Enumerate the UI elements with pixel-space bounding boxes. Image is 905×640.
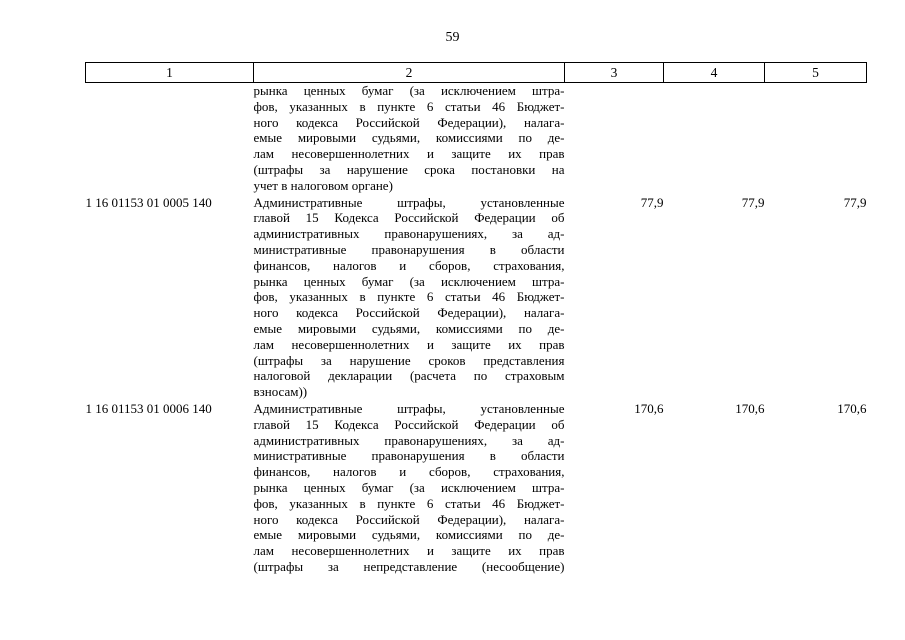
description-line: учет в налоговом органе) [253,177,393,193]
column-header-2: 2 [254,63,565,83]
description-line: лам несовершеннолетних и защите их прав [253,146,565,162]
description-line: финансов, налогов и сборов, страхования, [253,257,565,273]
table-row [86,194,867,400]
description-line: главой 15 Кодекса Российской Федерации об [253,416,565,432]
row-value-3: 77,9 [640,194,664,210]
description-line: лам несовершеннолетних и защите их прав [253,543,565,559]
row-code [86,83,254,194]
description-line: министративные правонарушения в области [253,241,565,257]
row-value-3: 170,6 [634,400,664,416]
column-header-4: 4 [664,63,765,83]
description-line: ного кодекса Российской Федерации), налага- [253,305,565,321]
table-row [86,400,867,575]
row-description [254,194,565,400]
description-line: административных правонарушениях, за ад- [253,432,565,448]
description-line: (штрафы за нарушение срока постановки на [253,161,565,177]
row-value-5: 77,9 [843,194,867,210]
row-description [254,400,565,575]
column-header-1: 1 [86,63,254,83]
description-line: ного кодекса Российской Федерации), налага- [253,511,565,527]
column-header-3: 3 [565,63,664,83]
row-description [254,83,565,194]
description-line: административных правонарушениях, за ад- [253,226,565,242]
description-line: главой 15 Кодекса Российской Федерации об [253,210,565,226]
description-line: ного кодекса Российской Федерации), налага- [253,114,565,130]
row-value-4: 77,9 [741,194,765,210]
description-line: лам несовершеннолетних и защите их прав [253,336,565,352]
table-header-row [86,63,867,83]
description-line: взносам)) [253,384,308,400]
row-code: 1 16 01153 01 0006 140 [85,400,212,416]
description-line: фов, указанных в пункте 6 статьи 46 Бюджет- [253,495,565,511]
description-line: (штрафы за непредставление (несообщение) [253,558,565,574]
description-line: фов, указанных в пункте 6 статьи 46 Бюджет- [253,289,565,305]
description-line: рынка ценных бумаг (за исключением штра- [253,479,565,495]
row-code: 1 16 01153 01 0005 140 [85,194,212,210]
description-line: Административные штрафы, установленные [253,194,565,210]
description-line: (штрафы за нарушение сроков представления [253,352,565,368]
description-line: емые мировыми судьями, комиссиями по де- [253,320,565,336]
row-value-3 [565,83,664,194]
row-value-5: 170,6 [837,400,867,416]
description-line: министративные правонарушения в области [253,448,565,464]
description-line: фов, указанных в пункте 6 статьи 46 Бюджет- [253,98,565,114]
row-value-4 [664,83,765,194]
description-line: рынка ценных бумаг (за исключением штра- [253,273,565,289]
row-value-4: 170,6 [735,400,765,416]
row-value-5 [765,83,867,194]
table-row [86,83,867,194]
page-number: 59 [445,30,460,45]
budget-table [85,62,867,575]
column-header-5: 5 [765,63,867,83]
description-line: емые мировыми судьями, комиссиями по де- [253,527,565,543]
description-line: финансов, налогов и сборов, страхования, [253,464,565,480]
description-line: рынка ценных бумаг (за исключением штра- [253,83,565,98]
description-line: Административные штрафы, установленные [253,400,565,416]
description-line: емые мировыми судьями, комиссиями по де- [253,130,565,146]
description-line: налоговой декларации (расчета по страховым [253,368,565,384]
